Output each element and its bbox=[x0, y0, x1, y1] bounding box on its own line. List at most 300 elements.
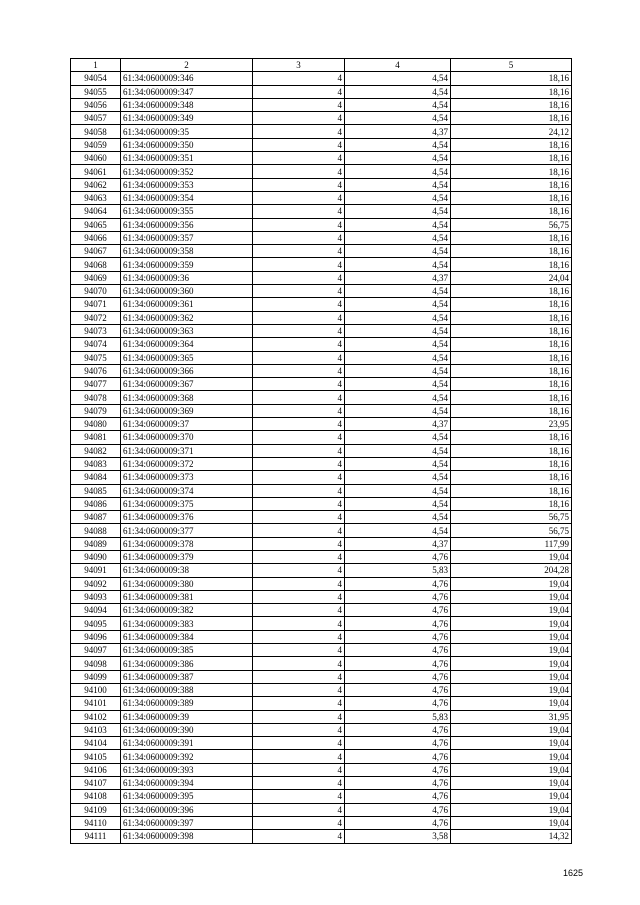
data-table bbox=[70, 58, 572, 844]
table-row bbox=[71, 165, 572, 178]
table-row bbox=[71, 271, 572, 284]
cadastral-number-cell: 61:34:0600009:390 bbox=[121, 723, 253, 736]
table-row bbox=[71, 564, 572, 577]
value-cell-3: 4 bbox=[253, 750, 345, 763]
value-cell-3: 4 bbox=[253, 777, 345, 790]
value-cell-4: 5,83 bbox=[345, 710, 451, 723]
table-row bbox=[71, 112, 572, 125]
value-cell-4: 4,76 bbox=[345, 630, 451, 643]
cadastral-number-cell: 61:34:0600009:382 bbox=[121, 604, 253, 617]
cadastral-number-cell: 61:34:0600009:363 bbox=[121, 324, 253, 337]
table-row bbox=[71, 218, 572, 231]
value-cell-3: 4 bbox=[253, 630, 345, 643]
value-cell-4: 4,54 bbox=[345, 457, 451, 470]
row-number-cell: 94075 bbox=[71, 351, 121, 364]
row-number-cell: 94056 bbox=[71, 98, 121, 111]
table-row bbox=[71, 723, 572, 736]
value-cell-3: 4 bbox=[253, 165, 345, 178]
row-number-cell: 94084 bbox=[71, 471, 121, 484]
value-cell-4: 4,76 bbox=[345, 683, 451, 696]
table-row bbox=[71, 245, 572, 258]
value-cell-3: 4 bbox=[253, 670, 345, 683]
value-cell-3: 4 bbox=[253, 710, 345, 723]
cadastral-number-cell: 61:34:0600009:359 bbox=[121, 258, 253, 271]
value-cell-5: 19,04 bbox=[451, 763, 572, 776]
value-cell-3: 4 bbox=[253, 218, 345, 231]
cadastral-number-cell: 61:34:0600009:362 bbox=[121, 311, 253, 324]
table-row bbox=[71, 710, 572, 723]
value-cell-3: 4 bbox=[253, 285, 345, 298]
value-cell-4: 4,54 bbox=[345, 178, 451, 191]
cadastral-number-cell: 61:34:0600009:392 bbox=[121, 750, 253, 763]
table-row bbox=[71, 311, 572, 324]
value-cell-5: 19,04 bbox=[451, 604, 572, 617]
value-cell-4: 4,54 bbox=[345, 471, 451, 484]
cadastral-number-cell: 61:34:0600009:357 bbox=[121, 231, 253, 244]
row-number-cell: 94067 bbox=[71, 245, 121, 258]
value-cell-4: 5,83 bbox=[345, 564, 451, 577]
value-cell-5: 18,16 bbox=[451, 338, 572, 351]
value-cell-5: 204,28 bbox=[451, 564, 572, 577]
value-cell-3: 4 bbox=[253, 457, 345, 470]
value-cell-4: 4,54 bbox=[345, 152, 451, 165]
table-row bbox=[71, 85, 572, 98]
table-row bbox=[71, 577, 572, 590]
row-number-cell: 94107 bbox=[71, 777, 121, 790]
cadastral-number-cell: 61:34:0600009:353 bbox=[121, 178, 253, 191]
value-cell-5: 19,04 bbox=[451, 550, 572, 563]
value-cell-5: 24,04 bbox=[451, 271, 572, 284]
cadastral-number-cell: 61:34:0600009:391 bbox=[121, 737, 253, 750]
value-cell-4: 4,37 bbox=[345, 418, 451, 431]
value-cell-4: 4,54 bbox=[345, 338, 451, 351]
row-number-cell: 94109 bbox=[71, 803, 121, 816]
value-cell-3: 4 bbox=[253, 231, 345, 244]
cadastral-number-cell: 61:34:0600009:351 bbox=[121, 152, 253, 165]
value-cell-3: 4 bbox=[253, 72, 345, 85]
value-cell-5: 19,04 bbox=[451, 697, 572, 710]
row-number-cell: 94073 bbox=[71, 324, 121, 337]
value-cell-5: 19,04 bbox=[451, 617, 572, 630]
value-cell-5: 19,04 bbox=[451, 630, 572, 643]
value-cell-4: 4,37 bbox=[345, 537, 451, 550]
row-number-cell: 94096 bbox=[71, 630, 121, 643]
row-number-cell: 94057 bbox=[71, 112, 121, 125]
table-row bbox=[71, 364, 572, 377]
cadastral-number-cell: 61:34:0600009:364 bbox=[121, 338, 253, 351]
value-cell-5: 18,16 bbox=[451, 191, 572, 204]
value-cell-3: 4 bbox=[253, 404, 345, 417]
cadastral-number-cell: 61:34:0600009:370 bbox=[121, 431, 253, 444]
table-row bbox=[71, 258, 572, 271]
value-cell-5: 23,95 bbox=[451, 418, 572, 431]
value-cell-4: 4,76 bbox=[345, 790, 451, 803]
value-cell-4: 4,76 bbox=[345, 750, 451, 763]
table-row bbox=[71, 72, 572, 85]
value-cell-4: 4,54 bbox=[345, 351, 451, 364]
row-number-cell: 94093 bbox=[71, 590, 121, 603]
table-row bbox=[71, 431, 572, 444]
value-cell-3: 4 bbox=[253, 723, 345, 736]
value-cell-4: 4,76 bbox=[345, 604, 451, 617]
value-cell-3: 4 bbox=[253, 604, 345, 617]
value-cell-3: 4 bbox=[253, 271, 345, 284]
value-cell-4: 4,37 bbox=[345, 125, 451, 138]
value-cell-3: 4 bbox=[253, 763, 345, 776]
table-row bbox=[71, 683, 572, 696]
cadastral-number-cell: 61:34:0600009:360 bbox=[121, 285, 253, 298]
row-number-cell: 94101 bbox=[71, 697, 121, 710]
cadastral-number-cell: 61:34:0600009:37 bbox=[121, 418, 253, 431]
table-row bbox=[71, 471, 572, 484]
row-number-cell: 94061 bbox=[71, 165, 121, 178]
value-cell-3: 4 bbox=[253, 418, 345, 431]
value-cell-5: 19,04 bbox=[451, 683, 572, 696]
row-number-cell: 94069 bbox=[71, 271, 121, 284]
value-cell-5: 19,04 bbox=[451, 657, 572, 670]
value-cell-3: 4 bbox=[253, 98, 345, 111]
value-cell-5: 18,16 bbox=[451, 178, 572, 191]
value-cell-4: 4,54 bbox=[345, 231, 451, 244]
value-cell-4: 4,54 bbox=[345, 484, 451, 497]
value-cell-5: 18,16 bbox=[451, 98, 572, 111]
value-cell-5: 18,16 bbox=[451, 258, 572, 271]
value-cell-5: 18,16 bbox=[451, 231, 572, 244]
cadastral-number-cell: 61:34:0600009:35 bbox=[121, 125, 253, 138]
value-cell-5: 19,04 bbox=[451, 577, 572, 590]
table-row bbox=[71, 138, 572, 151]
value-cell-4: 4,54 bbox=[345, 112, 451, 125]
value-cell-5: 56,75 bbox=[451, 218, 572, 231]
row-number-cell: 94063 bbox=[71, 191, 121, 204]
table-row bbox=[71, 604, 572, 617]
value-cell-5: 18,16 bbox=[451, 311, 572, 324]
value-cell-5: 19,04 bbox=[451, 816, 572, 829]
value-cell-3: 4 bbox=[253, 644, 345, 657]
value-cell-4: 3,58 bbox=[345, 830, 451, 843]
value-cell-3: 4 bbox=[253, 205, 345, 218]
cadastral-number-cell: 61:34:0600009:398 bbox=[121, 830, 253, 843]
row-number-cell: 94102 bbox=[71, 710, 121, 723]
row-number-cell: 94074 bbox=[71, 338, 121, 351]
value-cell-3: 4 bbox=[253, 816, 345, 829]
table-row bbox=[71, 324, 572, 337]
cadastral-number-cell: 61:34:0600009:376 bbox=[121, 511, 253, 524]
cadastral-number-cell: 61:34:0600009:384 bbox=[121, 630, 253, 643]
row-number-cell: 94098 bbox=[71, 657, 121, 670]
table-row bbox=[71, 630, 572, 643]
row-number-cell: 94080 bbox=[71, 418, 121, 431]
table-row bbox=[71, 524, 572, 537]
row-number-cell: 94065 bbox=[71, 218, 121, 231]
value-cell-3: 4 bbox=[253, 338, 345, 351]
row-number-cell: 94106 bbox=[71, 763, 121, 776]
table-row bbox=[71, 750, 572, 763]
row-number-cell: 94105 bbox=[71, 750, 121, 763]
table-row bbox=[71, 338, 572, 351]
table-row bbox=[71, 511, 572, 524]
value-cell-5: 18,16 bbox=[451, 72, 572, 85]
value-cell-4: 4,54 bbox=[345, 205, 451, 218]
value-cell-5: 18,16 bbox=[451, 285, 572, 298]
value-cell-5: 18,16 bbox=[451, 152, 572, 165]
value-cell-3: 4 bbox=[253, 391, 345, 404]
value-cell-4: 4,76 bbox=[345, 803, 451, 816]
cadastral-number-cell: 61:34:0600009:393 bbox=[121, 763, 253, 776]
row-number-cell: 94064 bbox=[71, 205, 121, 218]
value-cell-3: 4 bbox=[253, 444, 345, 457]
value-cell-5: 18,16 bbox=[451, 364, 572, 377]
value-cell-4: 4,76 bbox=[345, 697, 451, 710]
value-cell-4: 4,54 bbox=[345, 85, 451, 98]
value-cell-3: 4 bbox=[253, 511, 345, 524]
table-row bbox=[71, 285, 572, 298]
value-cell-5: 19,04 bbox=[451, 737, 572, 750]
table-row bbox=[71, 152, 572, 165]
value-cell-5: 19,04 bbox=[451, 590, 572, 603]
value-cell-5: 18,16 bbox=[451, 351, 572, 364]
value-cell-5: 18,16 bbox=[451, 112, 572, 125]
row-number-cell: 94100 bbox=[71, 683, 121, 696]
row-number-cell: 94087 bbox=[71, 511, 121, 524]
row-number-cell: 94091 bbox=[71, 564, 121, 577]
value-cell-4: 4,76 bbox=[345, 723, 451, 736]
value-cell-4: 4,76 bbox=[345, 590, 451, 603]
table-row bbox=[71, 830, 572, 843]
value-cell-4: 4,54 bbox=[345, 258, 451, 271]
row-number-cell: 94072 bbox=[71, 311, 121, 324]
row-number-cell: 94110 bbox=[71, 816, 121, 829]
table-row bbox=[71, 178, 572, 191]
value-cell-5: 24,12 bbox=[451, 125, 572, 138]
row-number-cell: 94054 bbox=[71, 72, 121, 85]
cadastral-number-cell: 61:34:0600009:358 bbox=[121, 245, 253, 258]
value-cell-4: 4,54 bbox=[345, 165, 451, 178]
value-cell-4: 4,54 bbox=[345, 245, 451, 258]
table-row bbox=[71, 191, 572, 204]
value-cell-5: 18,16 bbox=[451, 298, 572, 311]
table-row bbox=[71, 404, 572, 417]
value-cell-4: 4,54 bbox=[345, 444, 451, 457]
value-cell-4: 4,54 bbox=[345, 497, 451, 510]
cadastral-number-cell: 61:34:0600009:352 bbox=[121, 165, 253, 178]
value-cell-5: 14,32 bbox=[451, 830, 572, 843]
value-cell-4: 4,76 bbox=[345, 670, 451, 683]
cadastral-number-cell: 61:34:0600009:349 bbox=[121, 112, 253, 125]
cadastral-number-cell: 61:34:0600009:380 bbox=[121, 577, 253, 590]
value-cell-4: 4,76 bbox=[345, 617, 451, 630]
value-cell-5: 18,16 bbox=[451, 497, 572, 510]
cadastral-number-cell: 61:34:0600009:36 bbox=[121, 271, 253, 284]
table-row bbox=[71, 803, 572, 816]
table-row bbox=[71, 777, 572, 790]
value-cell-4: 4,54 bbox=[345, 404, 451, 417]
value-cell-5: 18,16 bbox=[451, 404, 572, 417]
row-number-cell: 94082 bbox=[71, 444, 121, 457]
value-cell-5: 18,16 bbox=[451, 205, 572, 218]
table-row bbox=[71, 737, 572, 750]
table-row bbox=[71, 391, 572, 404]
cadastral-number-cell: 61:34:0600009:377 bbox=[121, 524, 253, 537]
value-cell-4: 4,54 bbox=[345, 285, 451, 298]
row-number-cell: 94058 bbox=[71, 125, 121, 138]
value-cell-3: 4 bbox=[253, 191, 345, 204]
value-cell-4: 4,76 bbox=[345, 657, 451, 670]
table-row bbox=[71, 484, 572, 497]
table-row bbox=[71, 697, 572, 710]
value-cell-3: 4 bbox=[253, 324, 345, 337]
row-number-cell: 94095 bbox=[71, 617, 121, 630]
table-row bbox=[71, 790, 572, 803]
cadastral-number-cell: 61:34:0600009:355 bbox=[121, 205, 253, 218]
table-row bbox=[71, 644, 572, 657]
cadastral-number-cell: 61:34:0600009:378 bbox=[121, 537, 253, 550]
table-row bbox=[71, 125, 572, 138]
value-cell-4: 4,54 bbox=[345, 378, 451, 391]
value-cell-4: 4,54 bbox=[345, 511, 451, 524]
table-row bbox=[71, 298, 572, 311]
value-cell-5: 18,16 bbox=[451, 431, 572, 444]
value-cell-4: 4,54 bbox=[345, 364, 451, 377]
value-cell-3: 4 bbox=[253, 803, 345, 816]
row-number-cell: 94090 bbox=[71, 550, 121, 563]
page-number: 1625 bbox=[562, 868, 583, 878]
value-cell-5: 18,16 bbox=[451, 484, 572, 497]
column-header-5: 5 bbox=[451, 59, 572, 72]
cadastral-number-cell: 61:34:0600009:385 bbox=[121, 644, 253, 657]
value-cell-3: 4 bbox=[253, 85, 345, 98]
value-cell-4: 4,54 bbox=[345, 311, 451, 324]
table-row bbox=[71, 537, 572, 550]
value-cell-3: 4 bbox=[253, 112, 345, 125]
row-number-cell: 94059 bbox=[71, 138, 121, 151]
cadastral-number-cell: 61:34:0600009:365 bbox=[121, 351, 253, 364]
row-number-cell: 94076 bbox=[71, 364, 121, 377]
table-row bbox=[71, 351, 572, 364]
cadastral-number-cell: 61:34:0600009:350 bbox=[121, 138, 253, 151]
cadastral-number-cell: 61:34:0600009:372 bbox=[121, 457, 253, 470]
value-cell-3: 4 bbox=[253, 484, 345, 497]
value-cell-4: 4,76 bbox=[345, 644, 451, 657]
value-cell-4: 4,54 bbox=[345, 218, 451, 231]
value-cell-3: 4 bbox=[253, 537, 345, 550]
value-cell-4: 4,37 bbox=[345, 271, 451, 284]
table-row bbox=[71, 231, 572, 244]
value-cell-5: 18,16 bbox=[451, 324, 572, 337]
value-cell-5: 18,16 bbox=[451, 391, 572, 404]
column-header-1: 1 bbox=[71, 59, 121, 72]
value-cell-4: 4,54 bbox=[345, 298, 451, 311]
cadastral-number-cell: 61:34:0600009:366 bbox=[121, 364, 253, 377]
cadastral-number-cell: 61:34:0600009:361 bbox=[121, 298, 253, 311]
value-cell-3: 4 bbox=[253, 311, 345, 324]
cadastral-number-cell: 61:34:0600009:387 bbox=[121, 670, 253, 683]
value-cell-5: 18,16 bbox=[451, 245, 572, 258]
value-cell-5: 18,16 bbox=[451, 378, 572, 391]
row-number-cell: 94066 bbox=[71, 231, 121, 244]
cadastral-number-cell: 61:34:0600009:396 bbox=[121, 803, 253, 816]
cadastral-number-cell: 61:34:0600009:386 bbox=[121, 657, 253, 670]
row-number-cell: 94083 bbox=[71, 457, 121, 470]
table-row bbox=[71, 457, 572, 470]
row-number-cell: 94068 bbox=[71, 258, 121, 271]
row-number-cell: 94079 bbox=[71, 404, 121, 417]
value-cell-5: 19,04 bbox=[451, 790, 572, 803]
value-cell-3: 4 bbox=[253, 431, 345, 444]
row-number-cell: 94085 bbox=[71, 484, 121, 497]
cadastral-number-cell: 61:34:0600009:354 bbox=[121, 191, 253, 204]
table-row bbox=[71, 657, 572, 670]
table-body bbox=[71, 72, 572, 843]
value-cell-3: 4 bbox=[253, 351, 345, 364]
value-cell-3: 4 bbox=[253, 590, 345, 603]
cadastral-number-cell: 61:34:0600009:39 bbox=[121, 710, 253, 723]
row-number-cell: 94088 bbox=[71, 524, 121, 537]
cadastral-number-cell: 61:34:0600009:367 bbox=[121, 378, 253, 391]
cadastral-number-cell: 61:34:0600009:389 bbox=[121, 697, 253, 710]
value-cell-3: 4 bbox=[253, 564, 345, 577]
value-cell-3: 4 bbox=[253, 737, 345, 750]
row-number-cell: 94094 bbox=[71, 604, 121, 617]
value-cell-5: 19,04 bbox=[451, 670, 572, 683]
value-cell-5: 19,04 bbox=[451, 723, 572, 736]
column-header-2: 2 bbox=[121, 59, 253, 72]
cadastral-number-cell: 61:34:0600009:379 bbox=[121, 550, 253, 563]
value-cell-5: 19,04 bbox=[451, 803, 572, 816]
cadastral-number-cell: 61:34:0600009:369 bbox=[121, 404, 253, 417]
value-cell-4: 4,76 bbox=[345, 577, 451, 590]
row-number-cell: 94071 bbox=[71, 298, 121, 311]
value-cell-5: 19,04 bbox=[451, 750, 572, 763]
row-number-cell: 94077 bbox=[71, 378, 121, 391]
cadastral-number-cell: 61:34:0600009:381 bbox=[121, 590, 253, 603]
row-number-cell: 94062 bbox=[71, 178, 121, 191]
table-row bbox=[71, 590, 572, 603]
cadastral-number-cell: 61:34:0600009:356 bbox=[121, 218, 253, 231]
value-cell-5: 19,04 bbox=[451, 777, 572, 790]
row-number-cell: 94060 bbox=[71, 152, 121, 165]
value-cell-3: 4 bbox=[253, 657, 345, 670]
value-cell-3: 4 bbox=[253, 471, 345, 484]
value-cell-4: 4,54 bbox=[345, 324, 451, 337]
value-cell-3: 4 bbox=[253, 524, 345, 537]
row-number-cell: 94078 bbox=[71, 391, 121, 404]
value-cell-3: 4 bbox=[253, 298, 345, 311]
cadastral-number-cell: 61:34:0600009:347 bbox=[121, 85, 253, 98]
value-cell-3: 4 bbox=[253, 497, 345, 510]
value-cell-3: 4 bbox=[253, 577, 345, 590]
value-cell-5: 56,75 bbox=[451, 511, 572, 524]
value-cell-3: 4 bbox=[253, 245, 345, 258]
cadastral-number-cell: 61:34:0600009:397 bbox=[121, 816, 253, 829]
value-cell-5: 18,16 bbox=[451, 138, 572, 151]
value-cell-4: 4,54 bbox=[345, 191, 451, 204]
table-row bbox=[71, 205, 572, 218]
value-cell-3: 4 bbox=[253, 258, 345, 271]
value-cell-4: 4,54 bbox=[345, 431, 451, 444]
value-cell-4: 4,54 bbox=[345, 391, 451, 404]
table-row bbox=[71, 617, 572, 630]
row-number-cell: 94108 bbox=[71, 790, 121, 803]
value-cell-3: 4 bbox=[253, 550, 345, 563]
cadastral-number-cell: 61:34:0600009:373 bbox=[121, 471, 253, 484]
row-number-cell: 94089 bbox=[71, 537, 121, 550]
value-cell-5: 19,04 bbox=[451, 644, 572, 657]
row-number-cell: 94081 bbox=[71, 431, 121, 444]
value-cell-5: 18,16 bbox=[451, 85, 572, 98]
cadastral-number-cell: 61:34:0600009:388 bbox=[121, 683, 253, 696]
value-cell-4: 4,76 bbox=[345, 550, 451, 563]
